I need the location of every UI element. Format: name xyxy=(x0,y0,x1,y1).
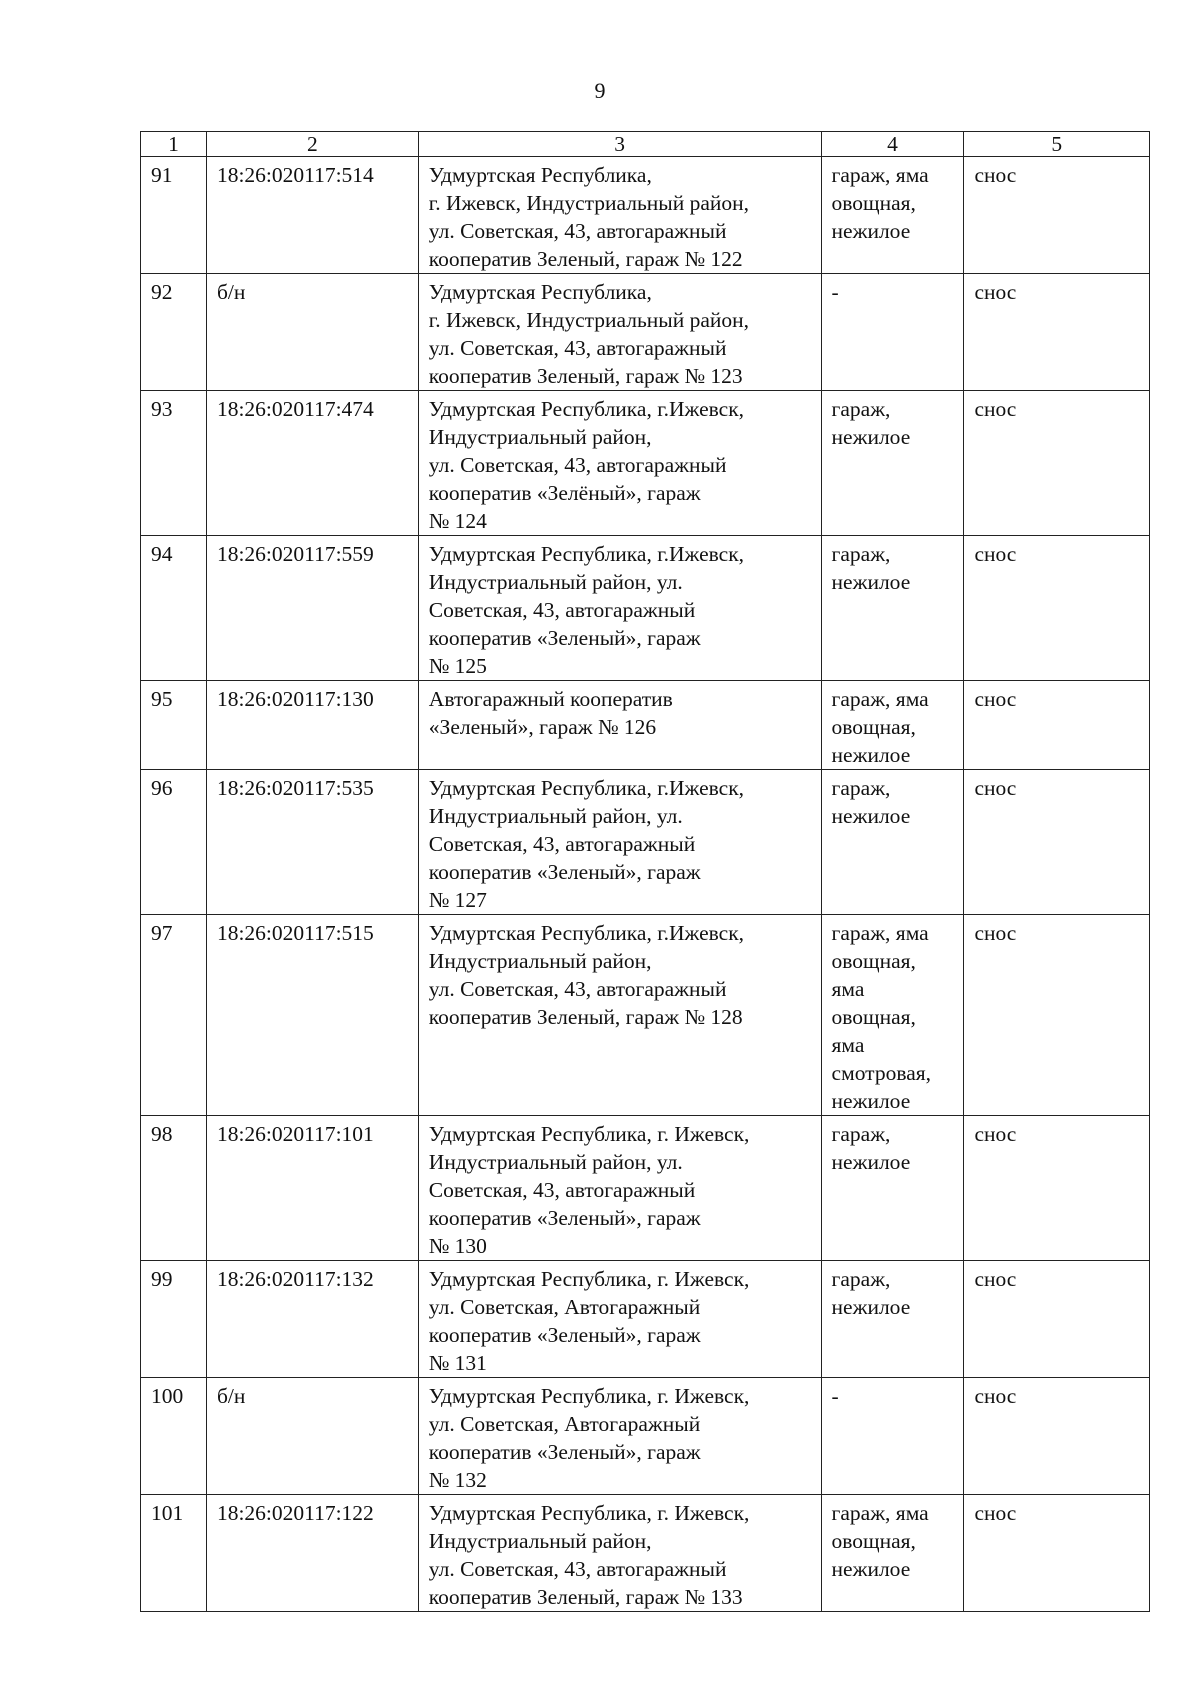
cell-text: Советская, 43, автогаражный xyxy=(428,598,696,622)
cell-text: снос xyxy=(974,163,1017,187)
cell-text: 18:26:020117:122 xyxy=(216,1501,374,1525)
cell-text: Удмуртская Республика, г. Ижевск, xyxy=(428,1501,750,1525)
cell-text: гараж, xyxy=(831,397,891,421)
cell-text: гараж, яма xyxy=(831,1501,929,1525)
cadastral-number-cell xyxy=(206,1116,418,1261)
cell-text: яма xyxy=(831,1033,865,1057)
row-number-cell xyxy=(141,536,207,681)
cell-text: 18:26:020117:559 xyxy=(216,542,374,566)
cell-text: Удмуртская Республика, xyxy=(428,163,652,187)
cell-text: гараж, xyxy=(831,542,891,566)
cell-text: 96 xyxy=(151,776,173,800)
header-col-3: 3 xyxy=(418,132,821,157)
cell-text: кооператив «Зеленый», гараж xyxy=(428,1323,701,1347)
cell-text: гараж, xyxy=(831,1122,891,1146)
page-number: 9 xyxy=(594,78,606,103)
cell-text: 18:26:020117:535 xyxy=(216,776,374,800)
table-row xyxy=(141,1261,1150,1378)
address-cell xyxy=(418,1495,821,1612)
address-cell xyxy=(418,681,821,770)
cell-text: Удмуртская Республика, г. Ижевск, xyxy=(428,1122,750,1146)
action-cell xyxy=(964,1378,1150,1495)
cell-text: яма xyxy=(831,977,865,1001)
row-number-cell xyxy=(141,1116,207,1261)
cell-text: № 130 xyxy=(428,1234,487,1258)
object-type-cell xyxy=(821,681,964,770)
cell-text: 91 xyxy=(151,163,173,187)
row-number-cell xyxy=(141,157,207,274)
cell-text: Индустриальный район, ул. xyxy=(428,1150,683,1174)
cell-text: Удмуртская Республика, г.Ижевск, xyxy=(428,776,745,800)
cell-text: нежилое xyxy=(831,219,911,243)
cadastral-number-cell xyxy=(206,536,418,681)
cell-text: 18:26:020117:515 xyxy=(216,921,374,945)
cell-text: снос xyxy=(974,397,1017,421)
cell-text: ул. Советская, Автогаражный xyxy=(428,1295,701,1319)
cell-text: Удмуртская Республика, г.Ижевск, xyxy=(428,397,745,421)
cell-text: гараж, xyxy=(831,1267,891,1291)
cadastral-number-cell xyxy=(206,157,418,274)
cell-text: 97 xyxy=(151,921,173,945)
cell-text: нежилое xyxy=(831,1557,911,1581)
cell-text: 93 xyxy=(151,397,173,421)
address-cell xyxy=(418,1116,821,1261)
cell-text: овощная, xyxy=(831,1529,916,1553)
cell-text: кооператив «Зеленый», гараж xyxy=(428,860,701,884)
action-cell xyxy=(964,915,1150,1116)
table-row xyxy=(141,157,1150,274)
row-number-cell xyxy=(141,770,207,915)
header-col-5: 5 xyxy=(964,132,1150,157)
object-type-cell xyxy=(821,536,964,681)
cell-text: снос xyxy=(974,542,1017,566)
cadastral-number-cell xyxy=(206,1261,418,1378)
action-cell xyxy=(964,1261,1150,1378)
table-body xyxy=(141,157,1150,1612)
cell-text: ул. Советская, Автогаражный xyxy=(428,1412,701,1436)
table-row xyxy=(141,536,1150,681)
cell-text: 18:26:020117:101 xyxy=(216,1122,374,1146)
object-type-cell xyxy=(821,1116,964,1261)
table-row xyxy=(141,1116,1150,1261)
cell-text: кооператив Зеленый, гараж № 123 xyxy=(428,364,743,388)
cell-text: нежилое xyxy=(831,743,911,767)
action-cell xyxy=(964,1495,1150,1612)
cell-text: снос xyxy=(974,1122,1017,1146)
cell-text: ул. Советская, 43, автогаражный xyxy=(428,336,727,360)
cell-text: 92 xyxy=(151,280,173,304)
cadastral-number-cell xyxy=(206,1378,418,1495)
object-type-cell xyxy=(821,770,964,915)
cell-text: нежилое xyxy=(831,804,911,828)
cell-text: кооператив Зеленый, гараж № 133 xyxy=(428,1585,743,1609)
cell-text: Индустриальный район, xyxy=(428,1529,652,1553)
header-row xyxy=(141,132,1150,157)
address-cell xyxy=(418,1261,821,1378)
cell-text: Удмуртская Республика, xyxy=(428,280,652,304)
cell-text: Индустриальный район, ул. xyxy=(428,804,683,828)
cell-text: снос xyxy=(974,1501,1017,1525)
table-row xyxy=(141,681,1150,770)
cell-text: 18:26:020117:130 xyxy=(216,687,374,711)
table-row xyxy=(141,770,1150,915)
object-type-cell xyxy=(821,1495,964,1612)
cell-text: снос xyxy=(974,921,1017,945)
action-cell xyxy=(964,391,1150,536)
cell-text: «Зеленый», гараж № 126 xyxy=(428,715,657,739)
cadastral-number-cell xyxy=(206,915,418,1116)
header-col-2: 2 xyxy=(206,132,418,157)
cell-text: № 127 xyxy=(428,888,487,912)
cell-text: 100 xyxy=(151,1384,184,1408)
cell-text: кооператив Зеленый, гараж № 128 xyxy=(428,1005,743,1029)
register-table xyxy=(140,131,1150,1612)
cell-text: 98 xyxy=(151,1122,173,1146)
cell-text: нежилое xyxy=(831,1089,911,1113)
cell-text: Индустриальный район, xyxy=(428,949,652,973)
object-type-cell xyxy=(821,391,964,536)
cell-text: нежилое xyxy=(831,1150,911,1174)
table-row xyxy=(141,274,1150,391)
cell-text: № 132 xyxy=(428,1468,487,1492)
cell-text: Советская, 43, автогаражный xyxy=(428,1178,696,1202)
address-cell xyxy=(418,915,821,1116)
cell-text: № 131 xyxy=(428,1351,487,1375)
header-col-4: 4 xyxy=(821,132,964,157)
table-row xyxy=(141,391,1150,536)
cell-text: - xyxy=(831,1384,839,1408)
cell-text: кооператив «Зеленый», гараж xyxy=(428,626,701,650)
cell-text: кооператив Зеленый, гараж № 122 xyxy=(428,247,743,271)
address-cell xyxy=(418,391,821,536)
cadastral-number-cell xyxy=(206,274,418,391)
cell-text: 94 xyxy=(151,542,173,566)
cadastral-number-cell xyxy=(206,391,418,536)
action-cell xyxy=(964,274,1150,391)
cell-text: ул. Советская, 43, автогаражный xyxy=(428,977,727,1001)
action-cell xyxy=(964,681,1150,770)
cell-text: Индустриальный район, ул. xyxy=(428,570,683,594)
cell-text: овощная, xyxy=(831,715,916,739)
cell-text: Удмуртская Республика, г. Ижевск, xyxy=(428,1267,750,1291)
table-row xyxy=(141,1378,1150,1495)
cell-text: г. Ижевск, Индустриальный район, xyxy=(428,191,750,215)
address-cell xyxy=(418,1378,821,1495)
row-number-cell xyxy=(141,391,207,536)
cell-text: кооператив «Зеленый», гараж xyxy=(428,1206,701,1230)
cell-text: 99 xyxy=(151,1267,173,1291)
cell-text: снос xyxy=(974,1384,1017,1408)
cell-text: г. Ижевск, Индустриальный район, xyxy=(428,308,750,332)
cell-text: смотровая, xyxy=(831,1061,931,1085)
row-number-cell xyxy=(141,1261,207,1378)
cell-text: 18:26:020117:514 xyxy=(216,163,374,187)
cell-text: гараж, яма xyxy=(831,163,929,187)
object-type-cell xyxy=(821,1261,964,1378)
address-cell xyxy=(418,157,821,274)
cell-text: снос xyxy=(974,280,1017,304)
cell-text: 101 xyxy=(151,1501,184,1525)
address-cell xyxy=(418,536,821,681)
cell-text: овощная, xyxy=(831,1005,916,1029)
cell-text: ул. Советская, 43, автогаражный xyxy=(428,453,727,477)
action-cell xyxy=(964,770,1150,915)
cell-text: кооператив «Зеленый», гараж xyxy=(428,1440,701,1464)
cell-text: гараж, яма xyxy=(831,687,929,711)
cell-text: снос xyxy=(974,1267,1017,1291)
cell-text: нежилое xyxy=(831,1295,911,1319)
cell-text: ул. Советская, 43, автогаражный xyxy=(428,1557,727,1581)
cadastral-number-cell xyxy=(206,770,418,915)
cell-text: Удмуртская Республика, г.Ижевск, xyxy=(428,542,745,566)
cell-text: гараж, xyxy=(831,776,891,800)
cadastral-number-cell xyxy=(206,1495,418,1612)
table-row xyxy=(141,915,1150,1116)
cell-text: Автогаражный кооператив xyxy=(428,687,673,711)
header-col-1: 1 xyxy=(141,132,207,157)
cell-text: № 124 xyxy=(428,509,487,533)
cell-text: 18:26:020117:132 xyxy=(216,1267,374,1291)
row-number-cell xyxy=(141,681,207,770)
cell-text: Удмуртская Республика, г. Ижевск, xyxy=(428,1384,750,1408)
action-cell xyxy=(964,1116,1150,1261)
object-type-cell xyxy=(821,1378,964,1495)
address-cell xyxy=(418,274,821,391)
table-row xyxy=(141,1495,1150,1612)
cell-text: снос xyxy=(974,776,1017,800)
object-type-cell xyxy=(821,157,964,274)
cell-text: б/н xyxy=(216,280,246,304)
cell-text: овощная, xyxy=(831,949,916,973)
cell-text: 18:26:020117:474 xyxy=(216,397,374,421)
cell-text: Удмуртская Республика, г.Ижевск, xyxy=(428,921,745,945)
cell-text: ул. Советская, 43, автогаражный xyxy=(428,219,727,243)
cell-text: кооператив «Зелёный», гараж xyxy=(428,481,701,505)
cell-text: овощная, xyxy=(831,191,916,215)
object-type-cell xyxy=(821,274,964,391)
row-number-cell xyxy=(141,915,207,1116)
cell-text: № 125 xyxy=(428,654,487,678)
address-cell xyxy=(418,770,821,915)
cell-text: - xyxy=(831,280,839,304)
cell-text: 95 xyxy=(151,687,173,711)
cell-text: нежилое xyxy=(831,570,911,594)
row-number-cell xyxy=(141,274,207,391)
row-number-cell xyxy=(141,1378,207,1495)
cell-text: снос xyxy=(974,687,1017,711)
action-cell xyxy=(964,157,1150,274)
action-cell xyxy=(964,536,1150,681)
cell-text: нежилое xyxy=(831,425,911,449)
cell-text: Советская, 43, автогаражный xyxy=(428,832,696,856)
cell-text: Индустриальный район, xyxy=(428,425,652,449)
cadastral-number-cell xyxy=(206,681,418,770)
row-number-cell xyxy=(141,1495,207,1612)
object-type-cell xyxy=(821,915,964,1116)
cell-text: гараж, яма xyxy=(831,921,929,945)
cell-text: б/н xyxy=(216,1384,246,1408)
